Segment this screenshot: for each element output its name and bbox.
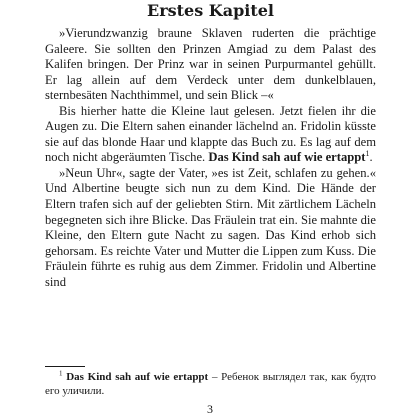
chapter-body (45, 26, 376, 290)
page-number: 3 (207, 402, 213, 416)
chapter-title: Erstes Kapitel (147, 1, 274, 20)
footnote-number: 1 (59, 369, 63, 378)
paragraph-2-bold-phrase: Das Kind sah auf wie ertappt (208, 150, 366, 165)
book-page (45, 0, 376, 420)
paragraph-2-end: . (369, 150, 373, 165)
footnote (45, 371, 376, 398)
footnote-translation: – Ребенок выглядел так, как будто его уличили. (45, 371, 377, 397)
footnote-divider (45, 366, 85, 367)
paragraph-3: »Neun Uhr«, sagte der Vater, »es ist Zeit, schlafen zu gehen.« Und Albertine beugte sich nun zu dem Kind. Die Hände der Eltern trafen sich auf der geliebten Stirn. Mit zärtlichem Lächeln begegneten sich ihre Blicke. Das Fräulein trat ein. Sie mahnte die Kleine, den Eltern gute Nacht zu sagen. Das Kind erhob sich gehorsam. Es reichte Vater und Mutter die Lippen zum Kuss. Die Fräulein führte es ruhig aus dem Zimmer. Fridolin und Albertine sind (45, 165, 376, 289)
paragraph-1: »Vierundzwanzig braune Sklaven ruderten die prächtige Galeere. Sie sollten den Prinzen Amgiad zu dem Palast des Kalifen bringen. Der Prinz war in seinen Purpurmantel gehüllt. Er lag allein auf dem Verdeck unter dem dunkelblauen, sternbesäten Nachthimmel, und sein Blick –« (45, 26, 376, 103)
paragraph-2 (45, 104, 376, 166)
paragraph-2-text: Bis hierher hatte die Kleine laut gelesen. Jetzt fielen ihr die Augen zu. Die Eltern sahen einander lächelnd an. Fridolin küsste sie auf das blonde Haar und klappte das Buch zu. Es lag auf dem noch nicht abgeräumten Tische. (45, 103, 376, 165)
footnote-reference: 1 (365, 149, 370, 159)
footnote-term: Das Kind sah auf wie ertappt (66, 371, 209, 383)
